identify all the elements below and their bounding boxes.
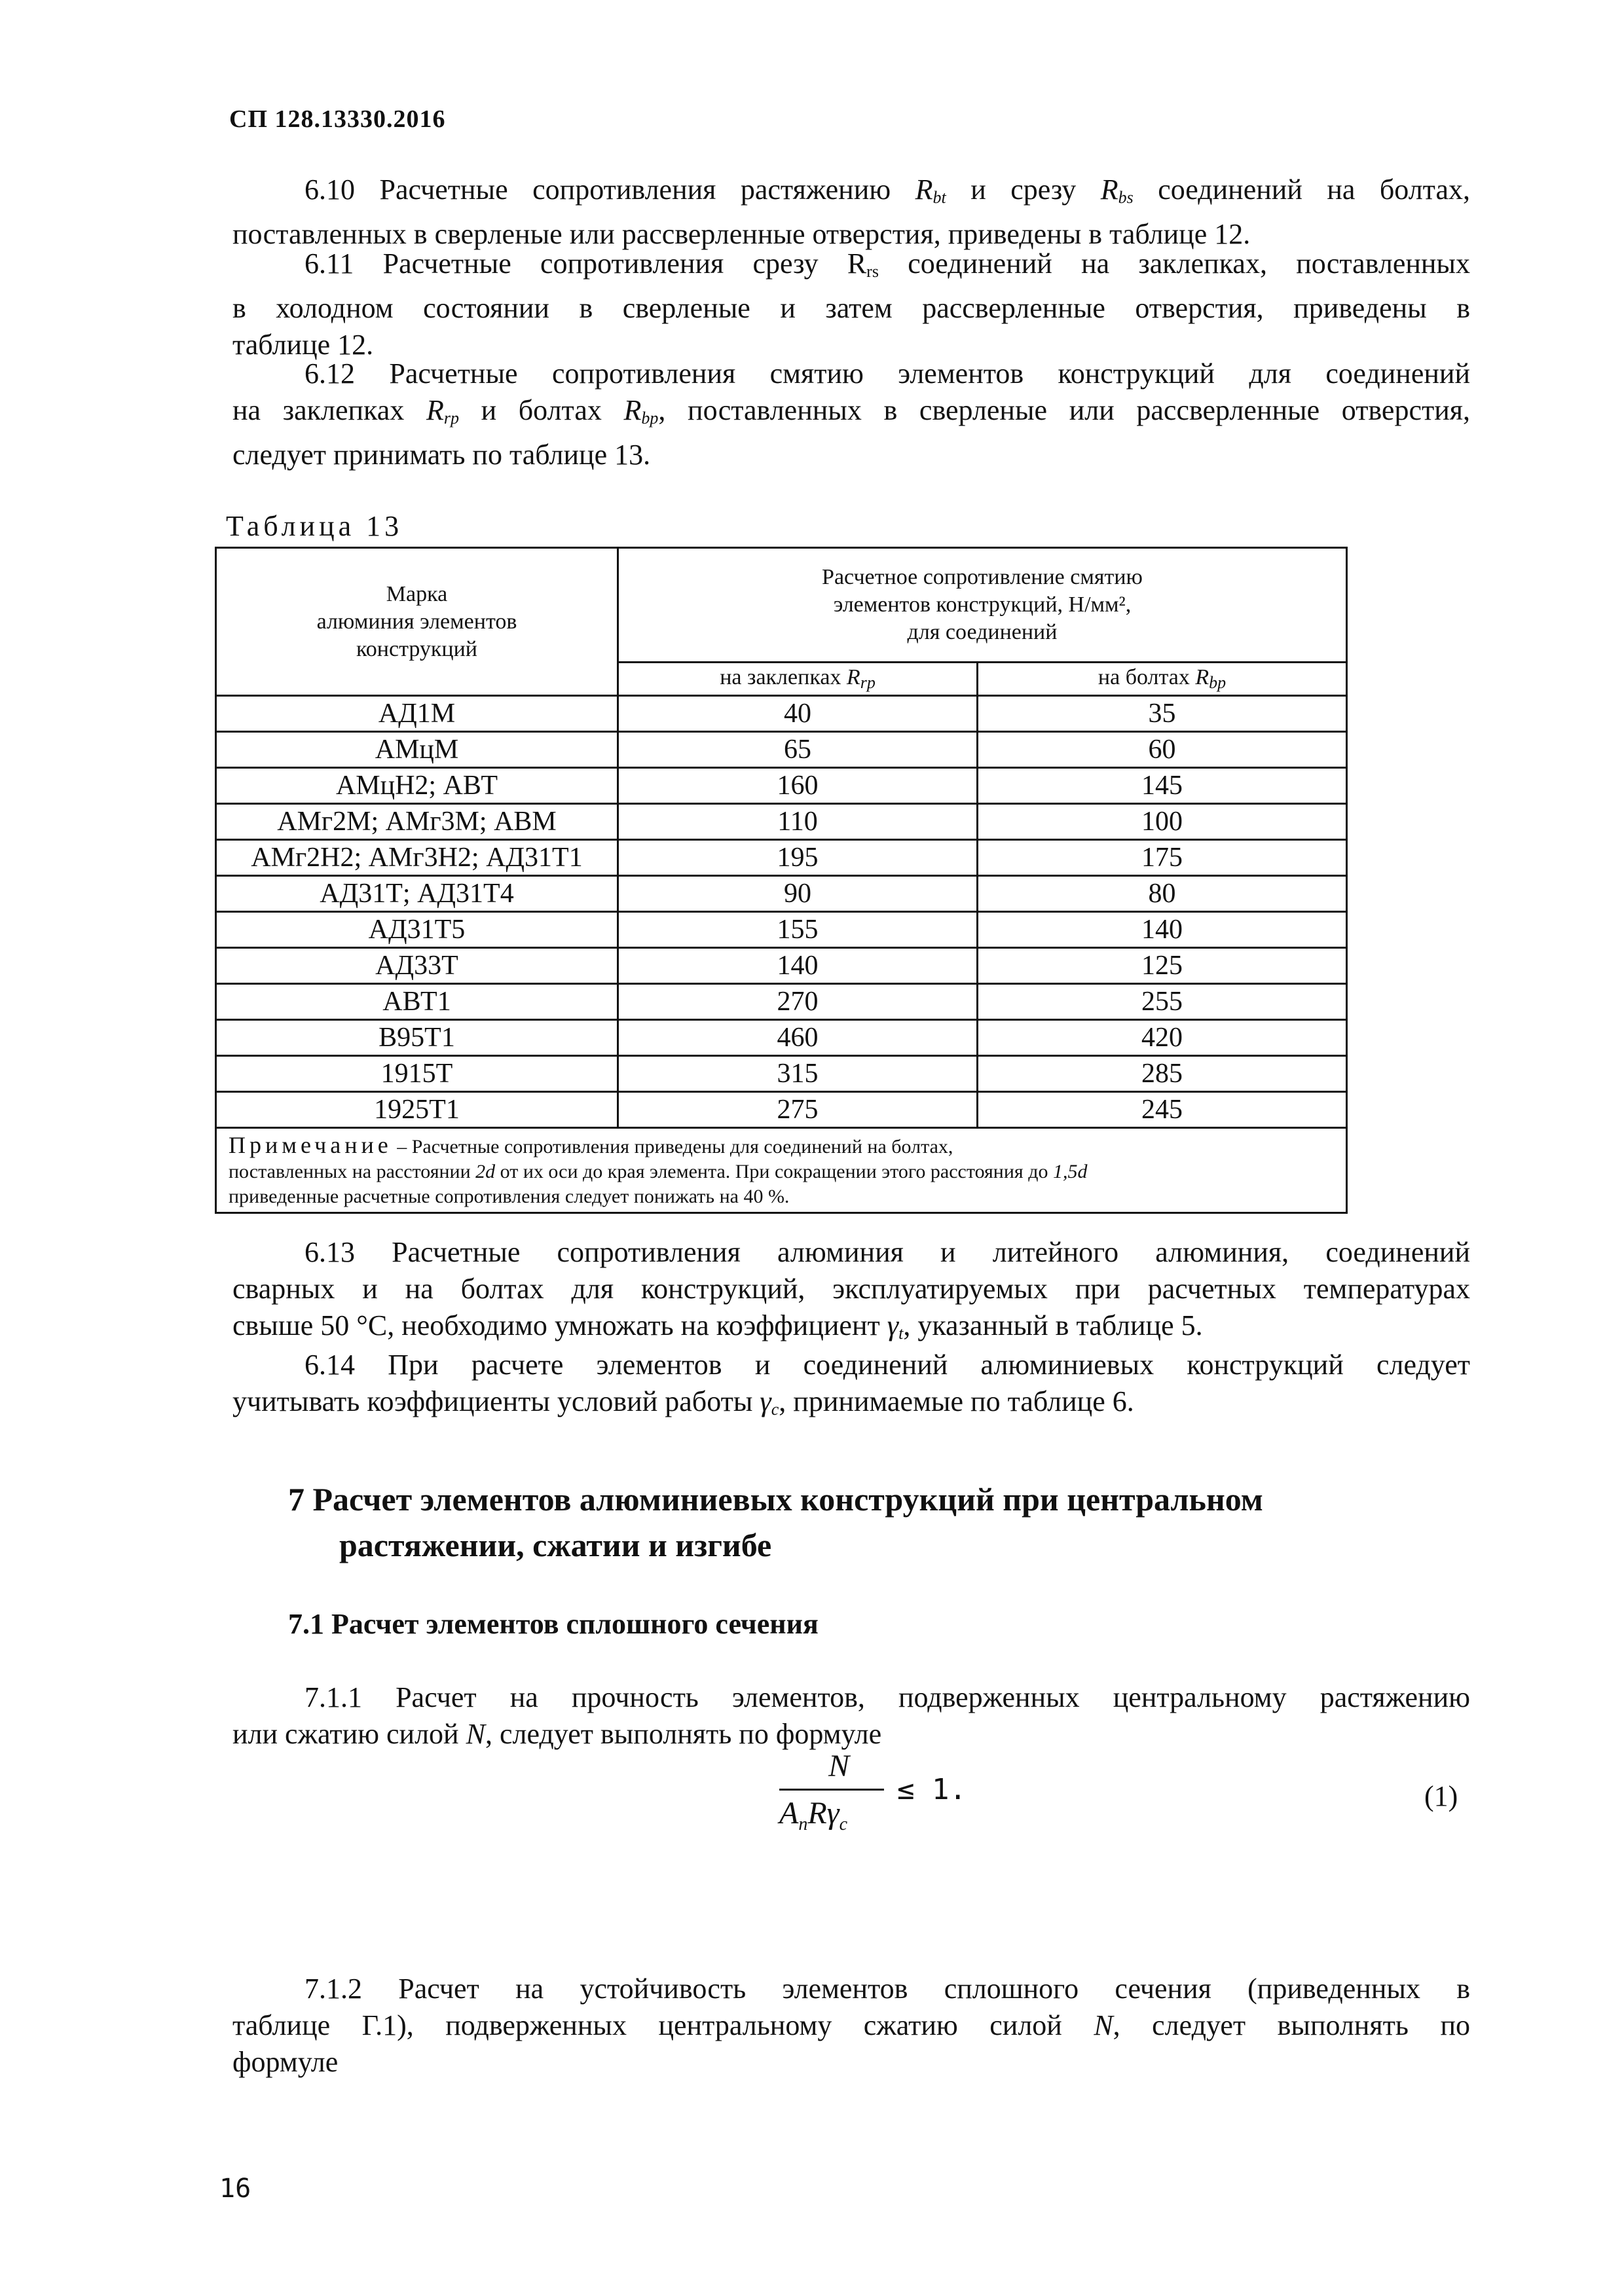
cell-grade: В95Т1 — [216, 1020, 618, 1056]
cell-bolts: 140 — [978, 912, 1347, 948]
equation-number: (1) — [1424, 1780, 1458, 1812]
paragraph-line: в холодном состоянии в сверленые и затем рассверленные отверстия, приведены в — [232, 292, 1470, 324]
paragraph-line: учитывать коэффициенты условий работы $\gamma_c$, принимаемые по таблице 6. — [232, 1385, 1134, 1419]
cell-grade: АМцМ — [216, 732, 618, 768]
paragraph-line: поставленных в сверленые или рассверленные отверстия, приведены в таблице 12. — [232, 218, 1251, 250]
formula-numerator: N — [828, 1749, 850, 1783]
paragraph-line: свыше 50 °С, необходимо умножать на коэффициент $\gamma_t$, указанный в таблице 5. — [232, 1309, 1203, 1343]
cell-grade: АД33Т — [216, 948, 618, 984]
paragraph-line: 7.1.2 Расчет на устойчивость элементов сплошного сечения (приведенных в — [304, 1973, 1470, 2005]
table-row — [216, 696, 1347, 732]
formula-1 — [766, 1748, 1041, 1853]
paragraph-6-11 — [232, 246, 1470, 363]
section-7-heading: 7 Расчет элементов алюминиевых конструкций при центральном растяжении, сжатии и изгибе — [288, 1481, 1263, 1563]
table-row — [216, 1020, 1347, 1056]
cell-grade: 1925Т1 — [216, 1092, 618, 1128]
table-row — [216, 912, 1347, 948]
cell-rivets: 270 — [618, 984, 978, 1020]
table-row — [216, 1092, 1347, 1128]
cell-bolts: 285 — [978, 1056, 1347, 1092]
paragraph-line: сварных и на болтах для конструкций, эксплуатируемых при расчетных температурах — [232, 1273, 1470, 1305]
cell-grade: АМцН2; АВТ — [216, 768, 618, 804]
table-row — [216, 840, 1347, 876]
cell-grade: 1915Т — [216, 1056, 618, 1092]
paragraph-6-10 — [232, 172, 1470, 253]
cell-grade: АД1М — [216, 696, 618, 732]
table-note-row — [216, 1128, 1347, 1213]
cell-bolts: 60 — [978, 732, 1347, 768]
cell-rivets: 140 — [618, 948, 978, 984]
table-header-row — [216, 548, 1347, 663]
page-number: 16 — [219, 2174, 251, 2204]
paragraph-7-1-1 — [232, 1679, 1470, 1753]
table-note: Примечание – Расчетные сопротивления приведены для соединений на болтах, поставленных на расстоянии 2d от их оси до края элемента. При сокращении этого расстояния до 1,5d приведенные расчетные сопротивления следует понижать на 40 %. — [216, 1128, 1347, 1213]
table-13 — [215, 547, 1348, 1214]
cell-rivets: 160 — [618, 768, 978, 804]
cell-grade: АВТ1 — [216, 984, 618, 1020]
document-code: СП 128.13330.2016 — [229, 105, 446, 133]
cell-bolts: 420 — [978, 1020, 1347, 1056]
cell-grade: АД31Т; АД31Т4 — [216, 876, 618, 912]
table-row — [216, 948, 1347, 984]
table-caption: Таблица 13 — [226, 510, 403, 542]
cell-rivets: 90 — [618, 876, 978, 912]
paragraph-line: или сжатию силой N, следует выполнять по формуле — [232, 1718, 882, 1750]
cell-rivets: 110 — [618, 804, 978, 840]
paragraph-line: 7.1.1 Расчет на прочность элементов, подверженных центральному растяжению — [304, 1681, 1470, 1713]
header-cell-bolts: на болтах $R_{bp}$ — [978, 663, 1347, 696]
paragraph-line: 6.14 При расчете элементов и соединений алюминиевых конструкций следует — [304, 1349, 1470, 1381]
header-cell-grade: Марка алюминия элементов конструкций — [216, 548, 618, 696]
paragraph-line: следует принимать по таблице 13. — [232, 439, 651, 471]
cell-grade: АМг2М; АМг3М; АВМ — [216, 804, 618, 840]
cell-bolts: 175 — [978, 840, 1347, 876]
header-cell-rivets: на заклепках $R_{rp}$ — [618, 663, 978, 696]
table-row — [216, 876, 1347, 912]
paragraph-6-14 — [232, 1347, 1470, 1428]
paragraph-line: 6.11 Расчетные сопротивления срезу $R_{rs}$ соединений на заклепках, поставленных — [304, 247, 1470, 281]
cell-rivets: 195 — [618, 840, 978, 876]
table-row — [216, 1056, 1347, 1092]
cell-grade: АД31Т5 — [216, 912, 618, 948]
cell-bolts: 100 — [978, 804, 1347, 840]
cell-bolts: 245 — [978, 1092, 1347, 1128]
header-cell-resistance: Расчетное сопротивление смятию элементов конструкций, Н/мм², для соединений — [618, 548, 1347, 663]
cell-rivets: 40 — [618, 696, 978, 732]
cell-grade: АМг2Н2; АМг3Н2; АД31Т1 — [216, 840, 618, 876]
cell-bolts: 255 — [978, 984, 1347, 1020]
paragraph-6-12 — [232, 355, 1470, 473]
paragraph-7-1-2 — [232, 1971, 1470, 2081]
formula-denominator: $A_nR\gamma_c$ — [779, 1796, 847, 1834]
cell-rivets: 315 — [618, 1056, 978, 1092]
cell-bolts: 35 — [978, 696, 1347, 732]
cell-rivets: 460 — [618, 1020, 978, 1056]
fraction-bar — [779, 1789, 884, 1791]
cell-bolts: 145 — [978, 768, 1347, 804]
paragraph-line: 6.13 Расчетные сопротивления алюминия и литейного алюминия, соединений — [304, 1236, 1470, 1268]
paragraph-line: таблице Г.1), подверженных центральному сжатию силой N, следует выполнять по — [232, 2009, 1470, 2041]
cell-rivets: 65 — [618, 732, 978, 768]
paragraph-line: 6.10 Расчетные сопротивления растяжению $R_{bt}$ и срезу $R_{bs}$ соединений на болтах, — [304, 173, 1470, 207]
table-row — [216, 768, 1347, 804]
cell-rivets: 275 — [618, 1092, 978, 1128]
paragraph-line: формуле — [232, 2046, 339, 2078]
section-7-1-heading: 7.1 Расчет элементов сплошного сечения — [288, 1608, 819, 1640]
table-row — [216, 804, 1347, 840]
table-row — [216, 732, 1347, 768]
formula-rhs: ≤ 1. — [897, 1773, 967, 1806]
cell-rivets: 155 — [618, 912, 978, 948]
paragraph-6-13 — [232, 1234, 1470, 1352]
cell-bolts: 125 — [978, 948, 1347, 984]
table-row — [216, 984, 1347, 1020]
paragraph-line: на заклепках $R_{rp}$ и болтах $R_{bp}$, поставленных в сверленые или рассверленные отверстия, — [232, 394, 1471, 428]
cell-bolts: 80 — [978, 876, 1347, 912]
paragraph-line: 6.12 Расчетные сопротивления смятию элементов конструкций для соединений — [304, 357, 1470, 390]
paragraph-line: таблице 12. — [232, 329, 374, 361]
